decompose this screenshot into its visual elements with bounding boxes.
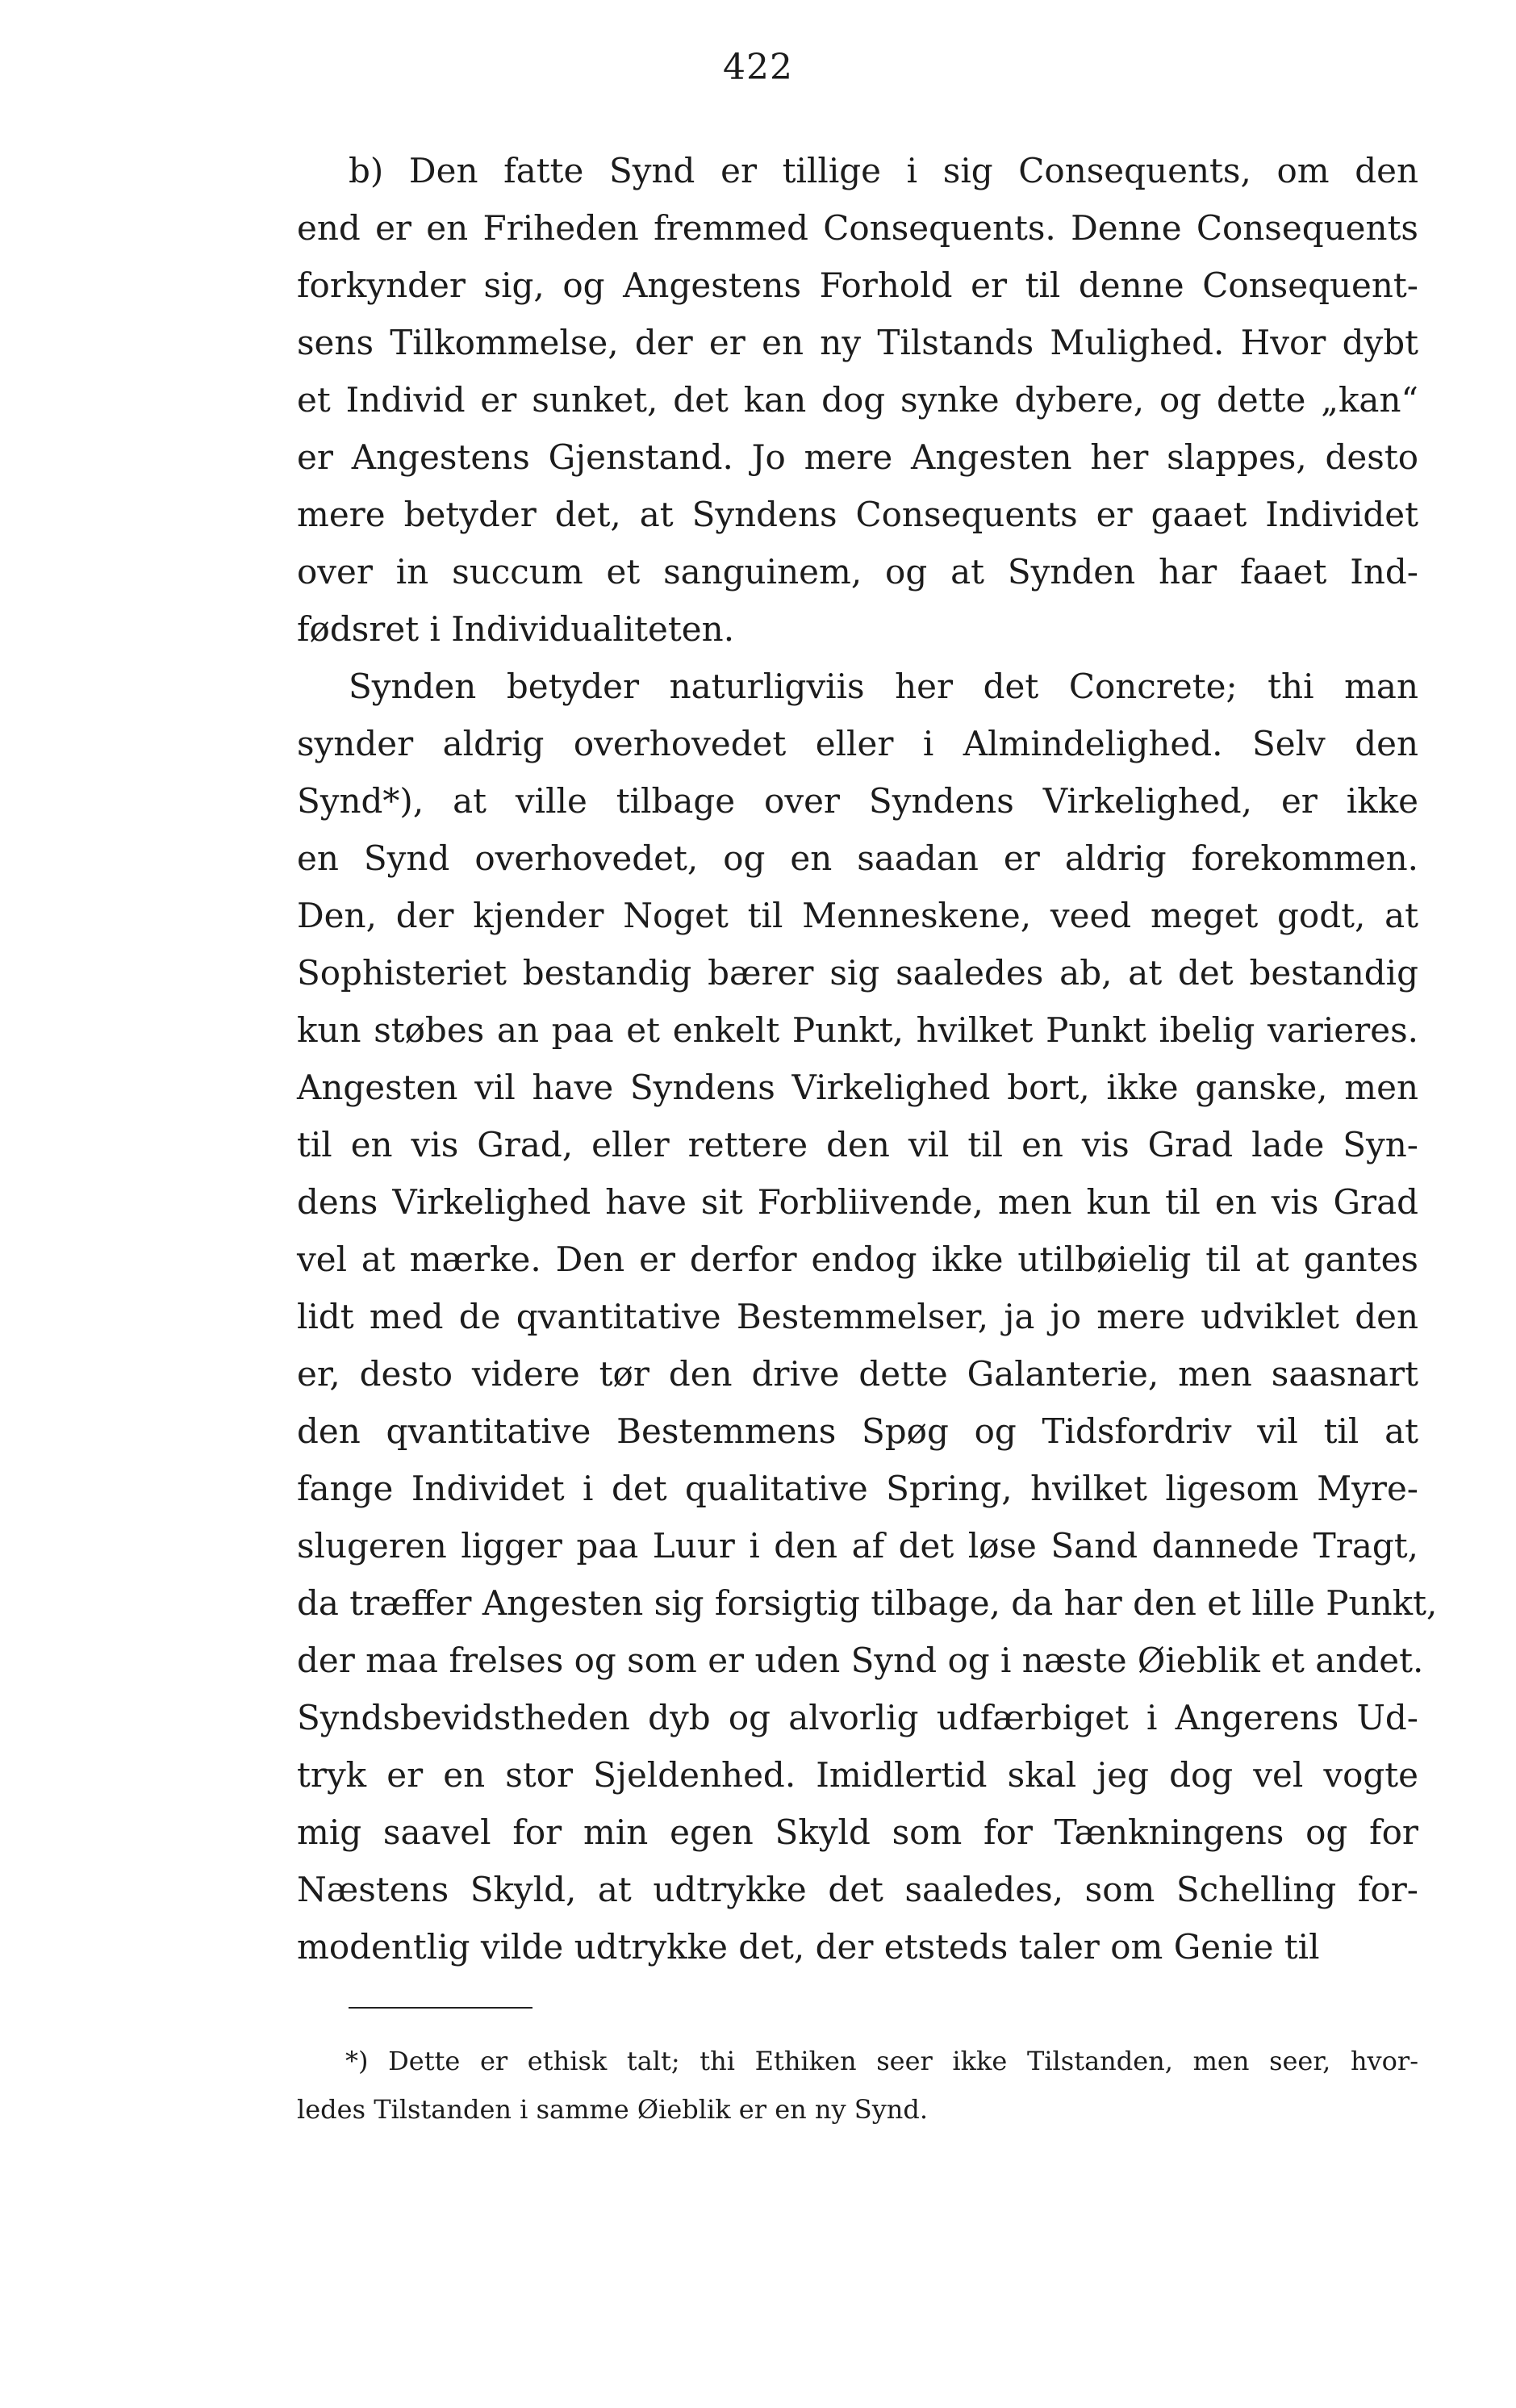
footnotes <box>297 2037 1418 2134</box>
text-line: forkynder sig, og Angestens Forhold er til denne Consequent- <box>297 265 1418 305</box>
text-line: b) Den fatte Synd er tillige i sig Consequents, om den <box>349 151 1418 190</box>
text-line: er Angestens Gjenstand. Jo mere Angesten her slappes, desto <box>297 437 1418 477</box>
text-line: kun støbes an paa et enkelt Punkt, hvilket Punkt ibelig varieres. <box>297 1010 1418 1050</box>
text-line: mere betyder det, at Syndens Consequents er gaaet Individet <box>297 495 1418 534</box>
footnote-divider <box>349 2007 532 2009</box>
text-line: dens Virkelighed have sit Forbliivende, men kun til en vis Grad <box>297 1182 1418 1222</box>
text-line: end er en Friheden fremmed Consequents. Denne Consequents <box>297 208 1418 248</box>
text-line: over in succum et sanguinem, og at Synden har faaet Ind- <box>297 552 1418 592</box>
text-line: Syndsbevidstheden dyb og alvorlig udfærbiget i Angerens Ud- <box>297 1698 1418 1737</box>
text-line: den qvantitative Bestemmens Spøg og Tidsfordriv vil til at <box>297 1411 1418 1451</box>
text-line: fange Individet i det qualitative Spring, hvilket ligesom Myre- <box>297 1469 1418 1508</box>
text-line: Angesten vil have Syndens Virkelighed bort, ikke ganske, men <box>297 1068 1418 1107</box>
text-line: vel at mærke. Den er derfor endog ikke utilbøielig til at gantes <box>297 1240 1418 1279</box>
text-line: modentlig vilde udtrykke det, der etsteds taler om Genie til <box>297 1927 1320 1967</box>
text-line: lidt med de qvantitative Bestemmelser, ja jo mere udviklet den <box>297 1297 1418 1336</box>
text-line: en Synd overhovedet, og en saadan er aldrig forekommen. <box>297 838 1418 878</box>
text-line: synder aldrig overhovedet eller i Almindelighed. Selv den <box>297 724 1418 763</box>
text-line: da træffer Angesten sig forsigtig tilbage, da har den et lille Punkt, <box>297 1583 1438 1623</box>
text-line: et Individ er sunket, det kan dog synke dybere, og dette „kan“ <box>297 380 1418 420</box>
text-line: Synden betyder naturligviis her det Concrete; thi man <box>349 667 1418 706</box>
text-line: der maa frelses og som er uden Synd og i næste Øieblik et andet. <box>297 1641 1424 1680</box>
text-line: er, desto videre tør den drive dette Galanterie, men saasnart <box>297 1354 1418 1394</box>
text-line: sens Tilkommelse, der er en ny Tilstands Mulighed. Hvor dybt <box>297 323 1418 362</box>
text-line: Næstens Skyld, at udtrykke det saaledes, som Schelling for- <box>297 1870 1418 1909</box>
text-line: til en vis Grad, eller rettere den vil til en vis Grad lade Syn- <box>297 1125 1418 1164</box>
text-line: Den, der kjender Noget til Menneskene, veed meget godt, at <box>297 896 1418 935</box>
text-line: Synd*), at ville tilbage over Syndens Virkelighed, er ikke <box>297 781 1418 821</box>
text-line: Sophisteriet bestandig bærer sig saaledes ab, at det bestandig <box>297 953 1418 993</box>
text-line: tryk er en stor Sjeldenhed. Imidlertid skal jeg dog vel vogte <box>297 1755 1418 1795</box>
footnote-line: ledes Tilstanden i samme Øieblik er en ny Synd. <box>297 2094 929 2125</box>
page-number: 422 <box>723 47 793 88</box>
text-line: mig saavel for min egen Skyld som for Tænkningens og for <box>297 1812 1418 1852</box>
text-line: slugeren ligger paa Luur i den af det løse Sand dannede Tragt, <box>297 1526 1418 1566</box>
body-text <box>297 142 1438 1975</box>
footnote-line: *) Dette er ethisk talt; thi Ethiken seer ikke Tilstanden, men seer, hvor- <box>345 2046 1418 2076</box>
text-line: fødsret i Individualiteten. <box>297 609 735 649</box>
